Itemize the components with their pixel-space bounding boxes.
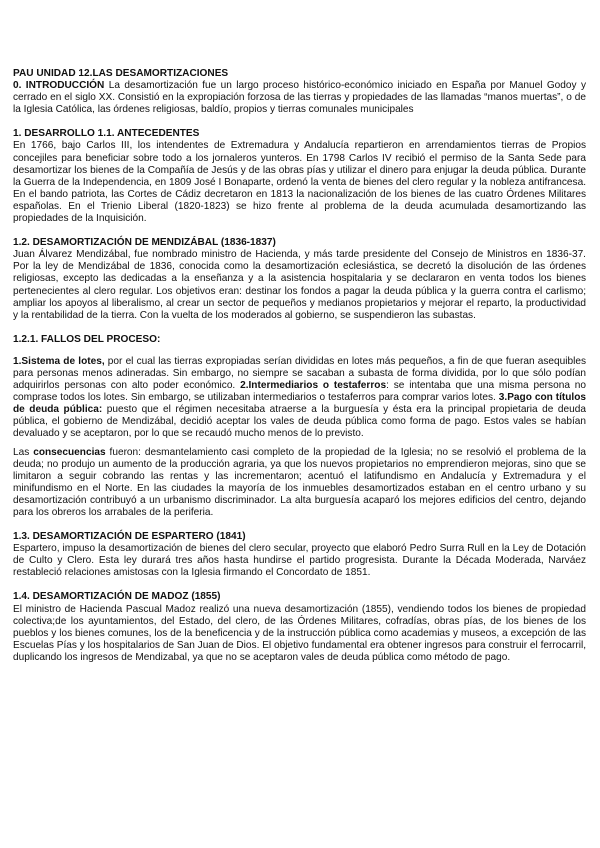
- intro-paragraph: [13, 80, 586, 116]
- section-fallos-text: [13, 356, 586, 441]
- document-title: PAU UNIDAD 12.LAS DESAMORTIZACIONES: [13, 68, 229, 79]
- fallo-2-text: : se intentaba que una misma persona no comprase todos los lotes. Sin embargo, se utilizaban intermediarios o testaferros para comprar varios lotes.: [13, 380, 586, 404]
- section-madoz-heading: 1.4. DESAMORTIZACIÓN DE MADOZ (1855): [13, 591, 221, 603]
- fallo-1-text: por el cual las tierras expropiadas serían divididas en lotes más pequeños, a fin de que fueran asequibles para personas menos adineradas. Sin embargo, no siempre se sacaban a subasta de forma dividida, por lo que sólo podían adquirirlos personas con alto poder económico.: [13, 355, 586, 392]
- consecuencias-text: fueron: desmantelamiento casi completo de la propiedad de la Iglesia; no se resolvió el problema de la deuda; no produjo un aumento de la producción agraria, ya que los nuevos propietarios no emprendieron mejoras, sino que se limitaron a seguir cobrando las rentas y las incrementaron; acentuó el latifundismo en Andalucía y Extremadura y el minifundismo en el Norte. En las ciudades la mayoría de los inmuebles desamortizados estaban en el centro urbano y su desamortización contribuyó a un urbanismo discriminador. La alta burguesía acaparó los mejores edificios del centro, dejando para los obreros los arrabales de la periferia.: [13, 446, 586, 518]
- section-espartero-text: Espartero, impuso la desamortización de bienes del clero secular, proyecto que elaboró Pedro Surra Rull en la Ley de Dotación de Culto y Clero. Esta ley durará tres años hasta hundirse el partido progresista. Durante la Década Moderada, Narváez restableció relaciones amistosas con la Iglesia firmando el Concordato de 1851.: [13, 543, 586, 579]
- consecuencias-paragraph: [13, 447, 586, 520]
- section-mendizabal-heading: 1.2. DESAMORTIZACIÓN DE MENDIZÁBAL (1836-1837): [13, 237, 276, 249]
- section-antecedentes-text: En 1766, bajo Carlos III, los intendentes de Extremadura y Andalucía repartieron en arrendamientos tierras de Propios concejiles para beneficiar sobre todo a los jornaleros yunteros. En 1798 Carlos IV recibió el permiso de la Santa Sede para desamortizar los bienes de la Compañía de Jesús y de las obras pías y utilizar el dinero para enjugar la deuda pública. Durante la Guerra de la Independencia, en 1809 José I Bonaparte, ordenó la venta de bienes del clero regular y la nobleza antifrancesa. En el bando patriota, las Cortes de Cádiz decretaron en 1813 la nacionalización de los bienes de las cuatro Órdenes Militares españolas. En el Trienio Liberal (1820-1823) se hizo frente al problema de la deuda acumulada desamortizando las propiedades de la Inquisición.: [13, 140, 586, 225]
- consecuencias-label: consecuencias: [33, 446, 106, 458]
- intro-text: La desamortización fue un largo proceso histórico-económico iniciado en España por Manuel Godoy y cerrado en el siglo XX. Consistió en la expropiación forzosa de las tierras y propiedades de las llamadas “manos muertas”, o de la Iglesia Católica, las órdenes religiosas, baldío, propios y tierras comunales municipales: [13, 80, 586, 116]
- fallo-1-label: 1.Sistema de lotes,: [13, 355, 105, 367]
- section-madoz-text: El ministro de Hacienda Pascual Madoz realizó una nueva desamortización (1855), vendiendo todos los bienes de propiedad colectiva;de los ayuntamientos, del Estado, del clero, de las Órdenes Militares, cofradías, obras pías, de los bienes de los pueblos y los bienes comunes, los de la beneficencia y de la instrucción pública como academias y museos, a excepción de las Escuelas Pías y los hospitalarios de San Juan de Dios. El objetivo fundamental era obtener ingresos para construir el ferrocarril, duplicando los ingresos de Mendizabal, ya que no se aceptaron vales de deuda pública como método de pago.: [13, 603, 586, 663]
- consecuencias-prefix: Las: [13, 446, 34, 458]
- intro-heading: 0. INTRODUCCIÓN: [13, 80, 105, 92]
- document-page: [13, 68, 586, 664]
- section-espartero-heading: 1.3. DESAMORTIZACIÓN DE ESPARTERO (1841): [13, 531, 246, 543]
- section-mendizabal-text: Juan Álvarez Mendizábal, fue nombrado ministro de Hacienda, y más tarde presidente del Consejo de Ministros en 1836-37. Por la ley de Mendizábal de 1836, conocida como la desamortización eclesiástica, se decretó la disolución de las órdenes religiosas, excepto las dedicadas a la enseñanza y a la asistencia hospitalaria y se declararon en venta todos los bienes pertenecientes al clero regular. Los objetivos eran: destinar los fondos a pagar la deuda pública y la guerra contra el carlismo; ampliar los apoyos al liberalismo, al crear un sector de pequeños y medianos propietarios y mejorar el reparto, la productividad y la rentabilidad de la tierra. Con la vuelta de los moderados al gobierno, se suspendieron las subastas.: [13, 249, 586, 321]
- section-fallos-heading: 1.2.1. FALLOS DEL PROCESO:: [13, 333, 161, 345]
- section-antecedentes-heading: 1. DESARROLLO 1.1. ANTECEDENTES: [13, 128, 200, 140]
- fallo-3-text: puesto que el régimen necesitaba atraerse a la burguesía y ésta era la principal propietaria de deuda pública, el gobierno de Mendizábal, decidió aceptar los vales de deuda pública como forma de pago. Estos vales se habían devaluado y se aceptaron, por lo que se recaudó mucho menos de lo previsto.: [13, 404, 586, 440]
- fallo-2-label: 2.Intermediarios o testaferros: [240, 380, 387, 392]
- fallo-3-label: 3.Pago con títulos de deuda pública:: [13, 392, 586, 416]
